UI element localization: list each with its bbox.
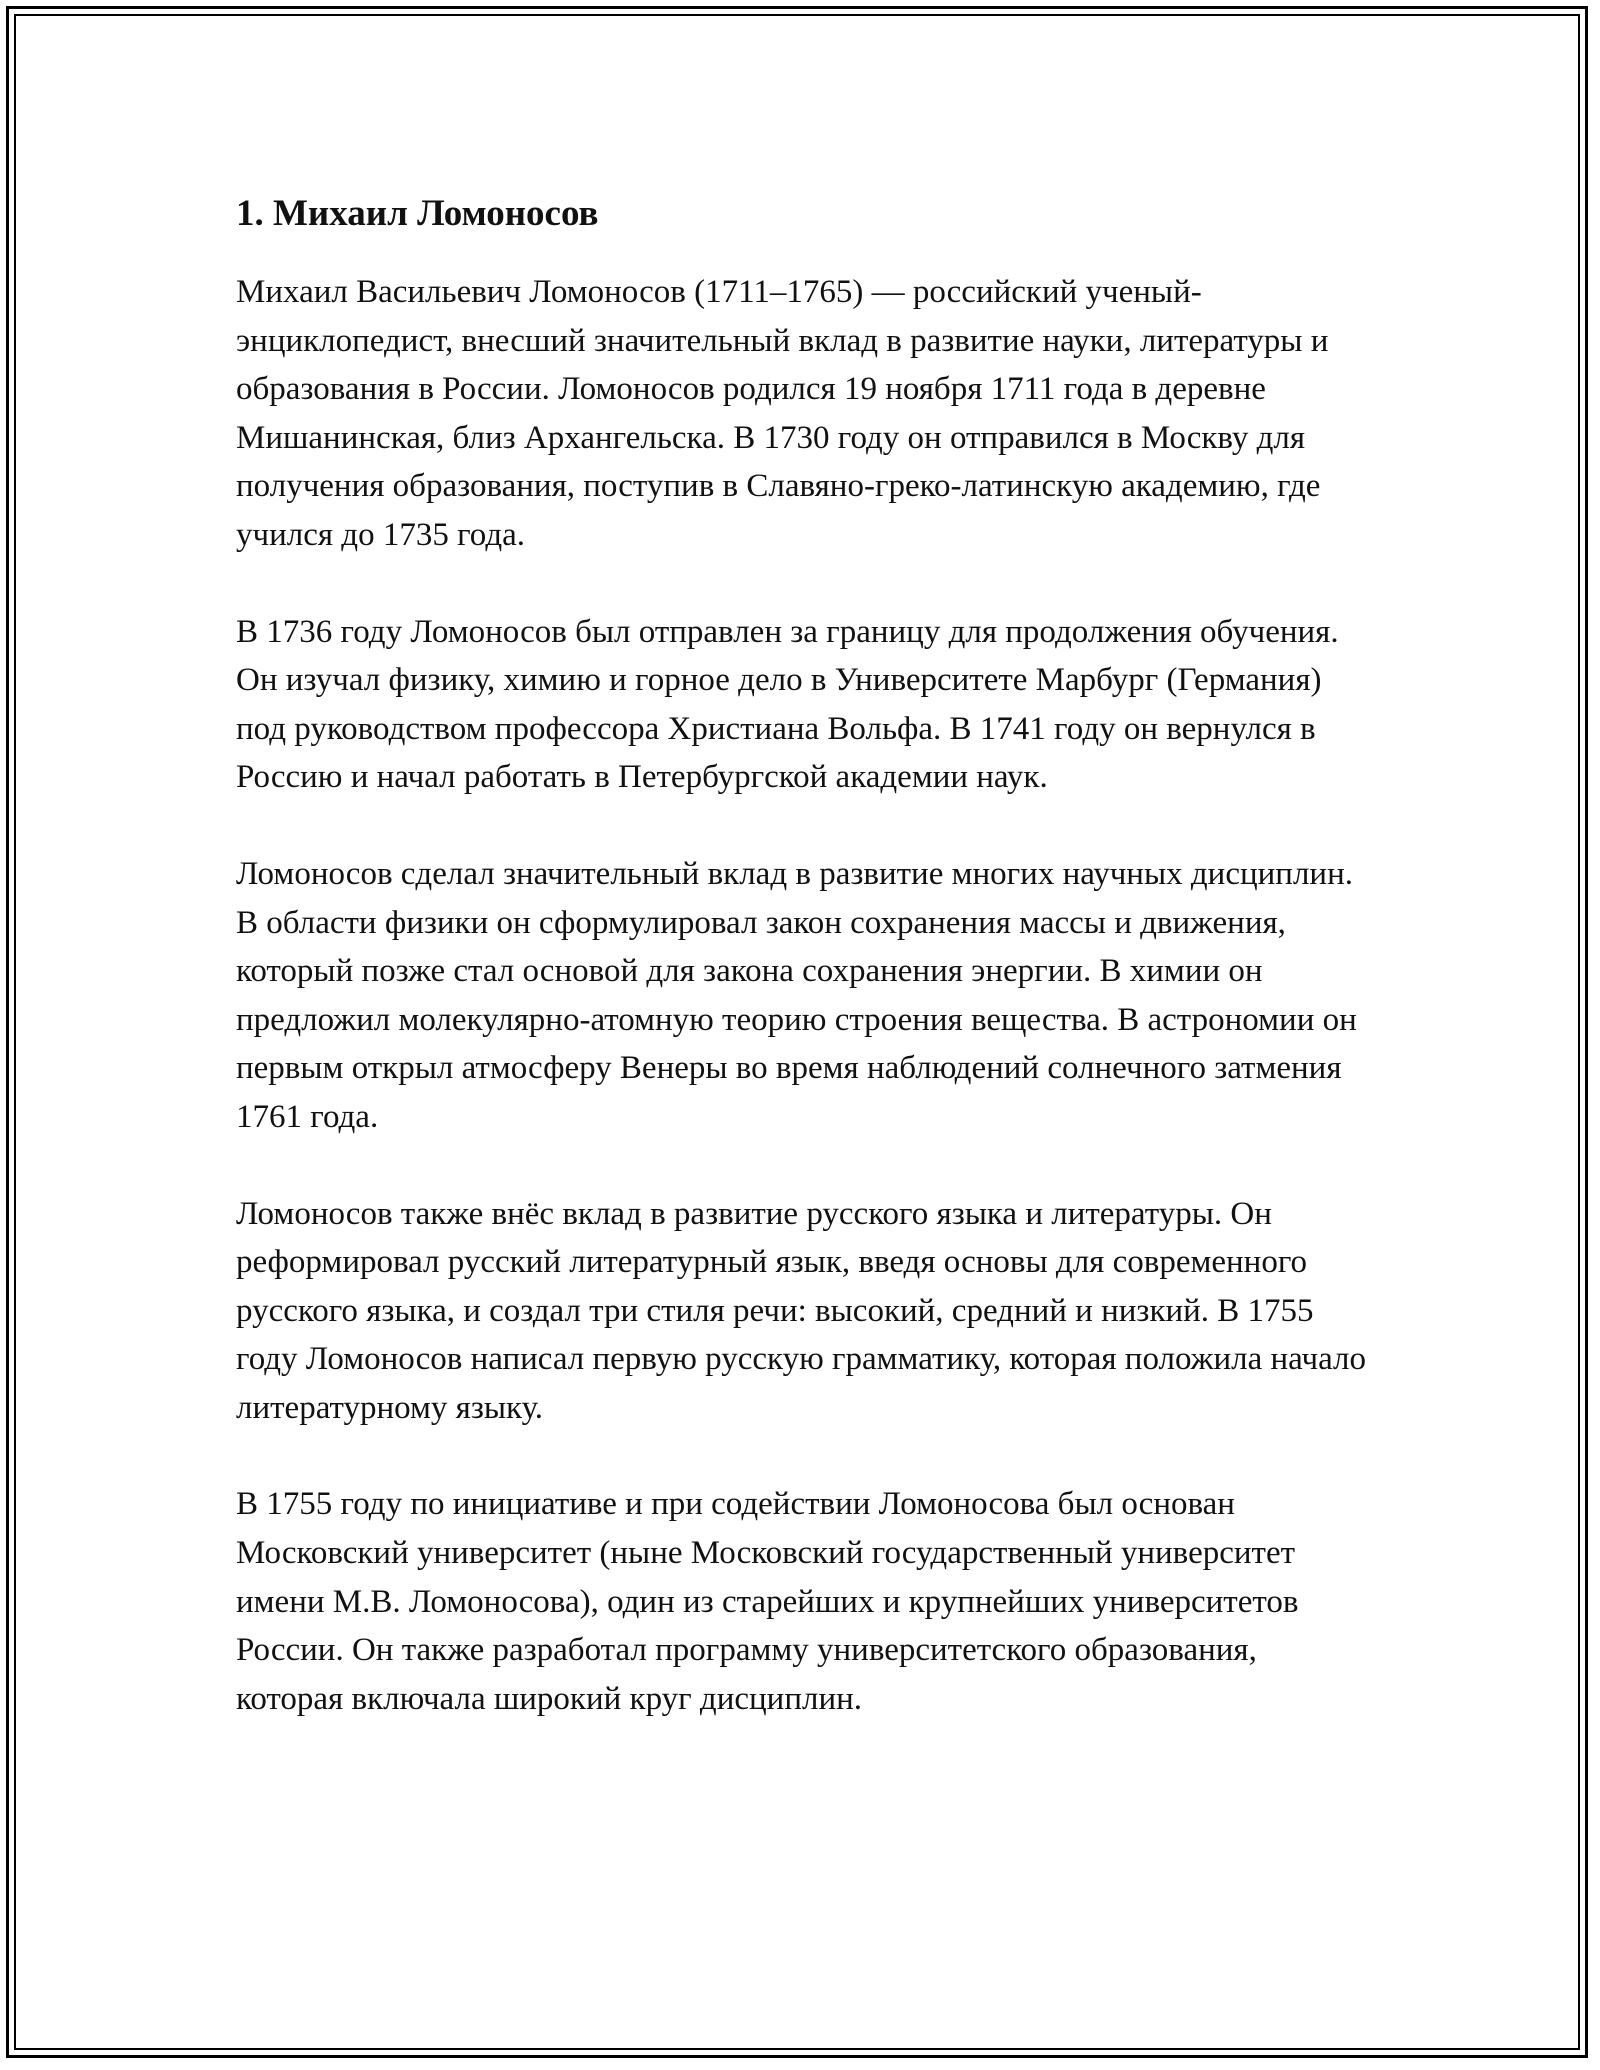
paragraph-scientific-contributions: Ломоносов сделал значительный вклад в развитие многих научных дисциплин. В области физики он сформулировал закон сохранения массы и движения, который позже стал основой для закона сохранения энергии. В химии он предложил молекулярно-атомную теорию строения вещества. В астрономии он первым открыл атмосферу Венеры во время наблюдений солнечного затмения 1761 года.	[236, 855, 1357, 1135]
section-heading: 1. Михаил Ломоносов	[236, 193, 599, 234]
document-body	[236, 186, 1366, 1771]
paragraph-biography-intro: Михаил Васильевич Ломоносов (1711–1765) — российский ученый-энциклопедист, внесший значительный вклад в развитие науки, литературы и образования в России. Ломоносов родился 19 ноября 1711 года в деревне Мишанинская, близ Архангельска. В 1730 году он отправился в Москву для получения образования, поступив в Славяно-греко-латинскую академию, где учился до 1735 года.	[236, 274, 1329, 553]
paragraph-education-abroad: В 1736 году Ломоносов был отправлен за границу для продолжения обучения. Он изучал физику, химию и горное дело в Университете Марбург (Германия) под руководством профессора Христиана Вольфа. В 1741 году он вернулся в Россию и начал работать в Петербургской академии наук.	[236, 613, 1339, 796]
paragraph-language-literature: Ломоносов также внёс вклад в развитие русского языка и литературы. Он реформировал русский литературный язык, введя основы для современного русского языка, и создал три стиля речи: высокий, средний и низкий. В 1755 году Ломоносов написал первую русскую грамматику, которая положила начало литературному языку.	[236, 1195, 1366, 1426]
paragraph-moscow-university: В 1755 году по инициативе и при содействии Ломоносова был основан Московский университет (ныне Московский государственный университет имени М.В. Ломоносова), один из старейших и крупнейших университетов России. Он также разработал программу университетского образования, которая включала широкий круг дисциплин.	[236, 1486, 1299, 1717]
